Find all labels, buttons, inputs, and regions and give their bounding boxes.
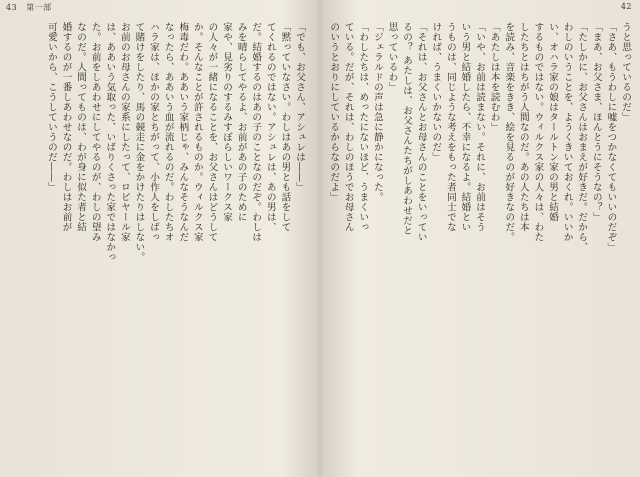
text-line: 思っているわ」 [386,22,398,92]
text-line: 「それは、お父さんとお母さんのことをいってい [415,22,427,242]
text-line: お前のお母さんの家系にしたって、ロビヤール家 [118,22,130,242]
text-line: の人々が一緒になることを、お父さんはどうして [206,22,218,242]
running-head: 第一部 [26,3,52,12]
text-line: だ。結婚するのはあの子のことなのだぞ。わしは [250,22,262,242]
text-line: うものは、同じような考えをもった者同士でな [444,22,456,232]
text-line: い、オハラ家の娘はタールトン家の男と結婚 [547,22,559,222]
text-line: 「でも、お父さん、アシュレは――」 [294,22,305,192]
text-line: てくれるのではない。アシュレは、あの男は、 [264,22,276,232]
right-page [320,0,640,477]
text-line: みを晴らしてやるよ、お前があの子のために [235,22,247,222]
text-line: ければ、うまくいかないのだ」 [430,22,442,162]
right-page-text [328,22,632,462]
text-line: なのだ。人間ってものは、わが身に似た者と結 [75,22,87,232]
text-line: ハラ家は、ほかの家とちがって、小作人をしばっ [148,22,160,242]
text-line: るの？ あたしは、お父さんたちがしあわせだと [401,22,413,236]
text-line: わしのいうことを、ようくきいておくれ。いいか [561,22,573,242]
left-page-text [6,22,306,462]
left-page-number: 43 [6,3,18,12]
text-line: 「さあ、もうわしに嘘をつかなくてもいいのだぞ」 [605,22,617,252]
right-page-header [621,2,632,11]
text-line: 可愛いから、こうしていうのだ――」 [45,22,57,192]
text-line: 「あたしは本を読むわ」 [488,22,500,132]
text-line: は、ああいう気取った、いばりくさった家ではなかっ [104,22,116,262]
right-page-number: 42 [620,2,632,11]
text-line: か。そんなことが許されるものか。ウィルクス家 [191,22,203,242]
left-page-header [6,2,52,13]
text-line: 婚するのが一番しあわせなのだ。わしはお前が [60,22,72,232]
text-line: いう男と結婚したら、不幸になるよ。結婚とい [459,22,471,232]
text-line: うと思っているのだ」 [620,22,631,122]
text-line: を読み、音楽をきき、絵を見るのが好きなのだ。 [503,22,515,242]
text-line: ている。だが、それは、わしのほうでお母さん [342,22,354,232]
text-line: のいうとおりにしているからなのだよ」 [328,22,340,202]
text-line: 「まあ、お父さま、ほんとうにそうなの？」 [590,22,602,222]
text-line: た。お前をしあわせにしてやるのが、わしの望み [89,22,101,242]
text-line: 「いや、お前は読まない。それに、お前はそう [474,22,486,232]
text-line: て賭けをしたり、馬の競走に金をかけたりはしない。 [133,22,145,262]
text-line: 「わしたちは、めったにないほど、うまくいっ [357,22,369,232]
text-line: 「黙っていなさい。わしはあの男とも話をして [279,22,291,232]
text-line: 梅毒だわ。ああいう家柄じゃ、みんなそうなんだ [177,22,189,242]
text-line: したちとはちがう人間なのだ。あの人たちは本 [517,22,529,232]
text-line: なったら、ああいう血が流れるのだ。わしたちオ [162,22,174,242]
text-line: 「ジェラルドの声は急に静かになった。 [371,22,383,202]
text-line: 「たしかに、お父さんはおまえが好きだ。だから、 [576,22,588,252]
text-line: するものではない。ウィルクス家の人々は、わた [532,22,544,242]
text-line: 家や、見劣りのするみすぼらしいワークス家 [221,22,233,222]
